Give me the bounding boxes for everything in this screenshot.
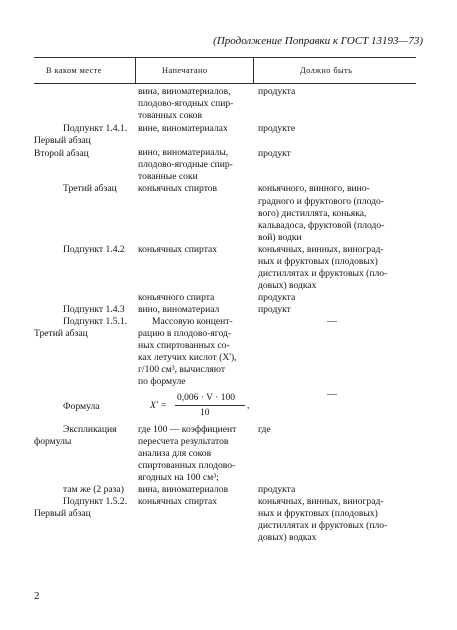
cell-printed-line: плодово-ягодных спир- <box>138 98 234 109</box>
cell-where-line: Подпункт 1.4.3 <box>63 304 125 315</box>
cell-where-line: Подпункт 1.5.1. <box>63 316 128 327</box>
cell-printed-line: спиртованных плодово- <box>138 460 236 471</box>
cell-should-line: дистиллятах и фруктовых (пло- <box>258 520 388 531</box>
header-divider-2 <box>253 57 254 83</box>
cell-where-line: Третий абзац <box>63 183 117 194</box>
cell-printed-line: вина, виноматериалов <box>138 484 229 495</box>
cell-printed-line: вино, виноматериал <box>138 304 220 315</box>
cell-should-dash: — <box>327 316 337 327</box>
cell-should-line: градного и фруктового (плодо- <box>258 196 384 207</box>
cell-should-line: довых) водках <box>258 532 317 543</box>
cell-should-line: продукте <box>258 123 296 134</box>
cell-should-line: дистиллятах и фруктовых (пло- <box>258 268 388 279</box>
cell-printed-line: где 100 — коэффициент <box>138 424 237 435</box>
cell-printed-line: анализа для соков <box>138 448 212 459</box>
fraction-bar <box>175 405 245 406</box>
cell-should-line: довых) водках <box>258 280 317 291</box>
cell-where-line: Первый абзац <box>34 508 91 519</box>
cell-printed-line: тованные соки <box>138 171 198 182</box>
cell-where-line: Второй абзац <box>34 148 89 159</box>
cell-printed-line: тованных соков <box>138 110 202 121</box>
cell-printed-line: пересчета результатов <box>138 436 229 447</box>
formula-denominator: 10 <box>200 408 210 418</box>
cell-should-line: кальвадоса, фруктовой (плодо- <box>258 220 385 231</box>
cell-printed-line: коньячных спиртах <box>138 244 218 255</box>
cell-should-dash: — <box>327 389 337 400</box>
cell-should-line: продукт <box>258 148 291 159</box>
cell-printed-line: коньячного спирта <box>138 292 215 303</box>
cell-where-line: формулы <box>34 436 72 447</box>
table-header-rule <box>34 83 416 84</box>
cell-should-line: продукта <box>258 292 296 303</box>
cell-where-line: Подпункт 1.5.2. <box>63 496 128 507</box>
header-divider-1 <box>135 57 136 83</box>
cell-should-line: продукт <box>258 304 291 315</box>
cell-should-line: коньячных, винных, виноград- <box>258 496 384 507</box>
formula-comma: , <box>247 401 250 411</box>
cell-printed-line: по формуле <box>138 376 186 387</box>
cell-printed-line: ягодных на 100 см³; <box>138 472 219 483</box>
cell-printed-line: коньячных спиртов <box>138 183 218 194</box>
cell-where-line: Подпункт 1.4.2 <box>63 244 125 255</box>
page-number: 2 <box>34 590 40 602</box>
cell-printed-line: вине, виноматериалах <box>138 123 228 134</box>
cell-printed-line: г/100 см³, вычисляют <box>138 364 226 375</box>
cell-should-line: продукта <box>258 484 296 495</box>
cell-printed-line: плодово-ягодные спир- <box>138 159 233 170</box>
header-where: В каком месте <box>46 66 102 75</box>
cell-where-line: там же (2 раза) <box>63 484 124 495</box>
cell-should-line: вого) дистиллята, коньяка, <box>258 208 367 219</box>
cell-should-line: вой) водки <box>258 232 302 243</box>
table-top-rule <box>34 57 416 58</box>
cell-should-line: коньячных, винных, виноград- <box>258 244 384 255</box>
formula-numerator: 0,006 · V · 100 <box>177 393 235 403</box>
cell-should-line: где <box>258 424 271 435</box>
cell-should-line: коньячного, винного, вино- <box>258 183 370 194</box>
cell-printed-line: коньячных спиртах <box>138 496 218 507</box>
cell-printed-line: ках летучих кислот (X'), <box>138 352 237 363</box>
cell-where-line: Первый абзац <box>34 135 91 146</box>
cell-should-line: ных и фруктовых (плодовых) <box>258 508 378 519</box>
cell-printed-line: ных спиртованных со- <box>138 340 230 351</box>
running-head: (Продолжение Поправки к ГОСТ 13193—73) <box>213 35 423 47</box>
cell-should-line: продукта <box>258 86 296 97</box>
cell-where-line: Подпункт 1.4.1. <box>63 123 128 134</box>
cell-where-line: Экспликация <box>63 424 117 435</box>
cell-printed-line: вина, виноматериалов, <box>138 86 231 97</box>
formula-lhs: X' = <box>150 401 167 411</box>
cell-printed-line: рацию в плодово-ягод- <box>138 328 232 339</box>
header-printed: Напечатано <box>162 66 208 75</box>
cell-printed-line: Массовую концент- <box>152 316 233 327</box>
cell-should-line: ных и фруктовых (плодовых) <box>258 256 378 267</box>
cell-printed-line: вино, виноматериалы, <box>138 147 229 158</box>
cell-where-line: Третий абзац <box>34 328 88 339</box>
header-should-be: Должно быть <box>300 66 353 75</box>
cell-where-line: Формула <box>63 401 100 412</box>
